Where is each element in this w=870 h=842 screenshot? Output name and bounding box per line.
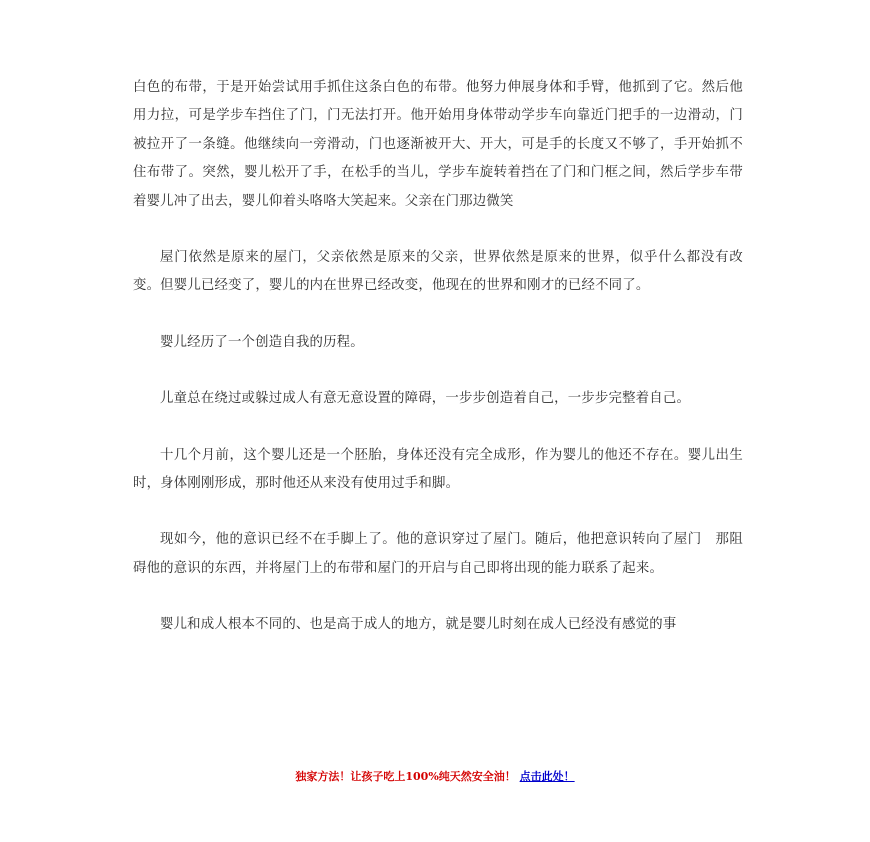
paragraph-spacer — [133, 216, 743, 244]
paragraph-5: 十几个月前，这个婴儿还是一个胚胎，身体还没有完全成形，作为婴儿的他还不存在。婴儿出生时，身体刚刚形成，那时他还从来没有使用过手和脚。 — [133, 447, 743, 492]
paragraph-1: 白色的布带，于是开始尝试用手抓住这条白色的布带。他努力伸展身体和手臂，他抓到了它。然后他用力拉，可是学步车挡住了门，门无法打开。他开始用身体带动学步车向靠近门把手的一边滑动，门被拉开了一条缝。他继续向一旁滑动，门也逐渐被开大、开大，可是手的长度又不够了，手开始抓不住布带了。突然，婴儿松开了手，在松手的当儿，学步车旋转着挡在了门和门框之间，然后学步车带着婴儿冲了出去，婴儿仰着头咯咯大笑起来。父亲在门那边微笑 — [133, 80, 743, 209]
paragraph-7: 婴儿和成人根本不同的、也是高于成人的地方，就是婴儿时刻在成人已经没有感觉的事 — [160, 617, 677, 633]
paragraph-2: 屋门依然是原来的屋门，父亲依然是原来的父亲，世界依然是原来的世界，似乎什么都没有改变。但婴儿已经变了，婴儿的内在世界已经改变，他现在的世界和刚才的已经不同了。 — [133, 250, 743, 294]
paragraph-spacer — [133, 498, 743, 526]
paragraph-4: 儿童总在绕过或躲过成人有意无意设置的障碍，一步步创造着自己，一步步完整着自己。 — [160, 391, 691, 407]
document-body — [133, 74, 743, 640]
paragraph-spacer — [133, 414, 743, 442]
paragraph-6: 现如今，他的意识已经不在手脚上了。他的意识穿过了屋门。随后，他把意识转向了屋门 那阻碍他的意识的东西，并将屋门上的布带和屋门的开启与自己即将出现的能力联系了起来。 — [133, 532, 743, 576]
promo-link[interactable]: 点击此处！ — [519, 770, 575, 783]
paragraph-3: 婴儿经历了一个创造自我的历程。 — [160, 334, 364, 350]
paragraph-spacer — [133, 301, 743, 329]
paragraph-spacer — [133, 357, 743, 385]
paragraph-spacer — [133, 583, 743, 611]
promo-text: 独家方法！让孩子吃上100%纯天然安全油！ — [295, 770, 516, 783]
promo-banner — [0, 768, 870, 784]
